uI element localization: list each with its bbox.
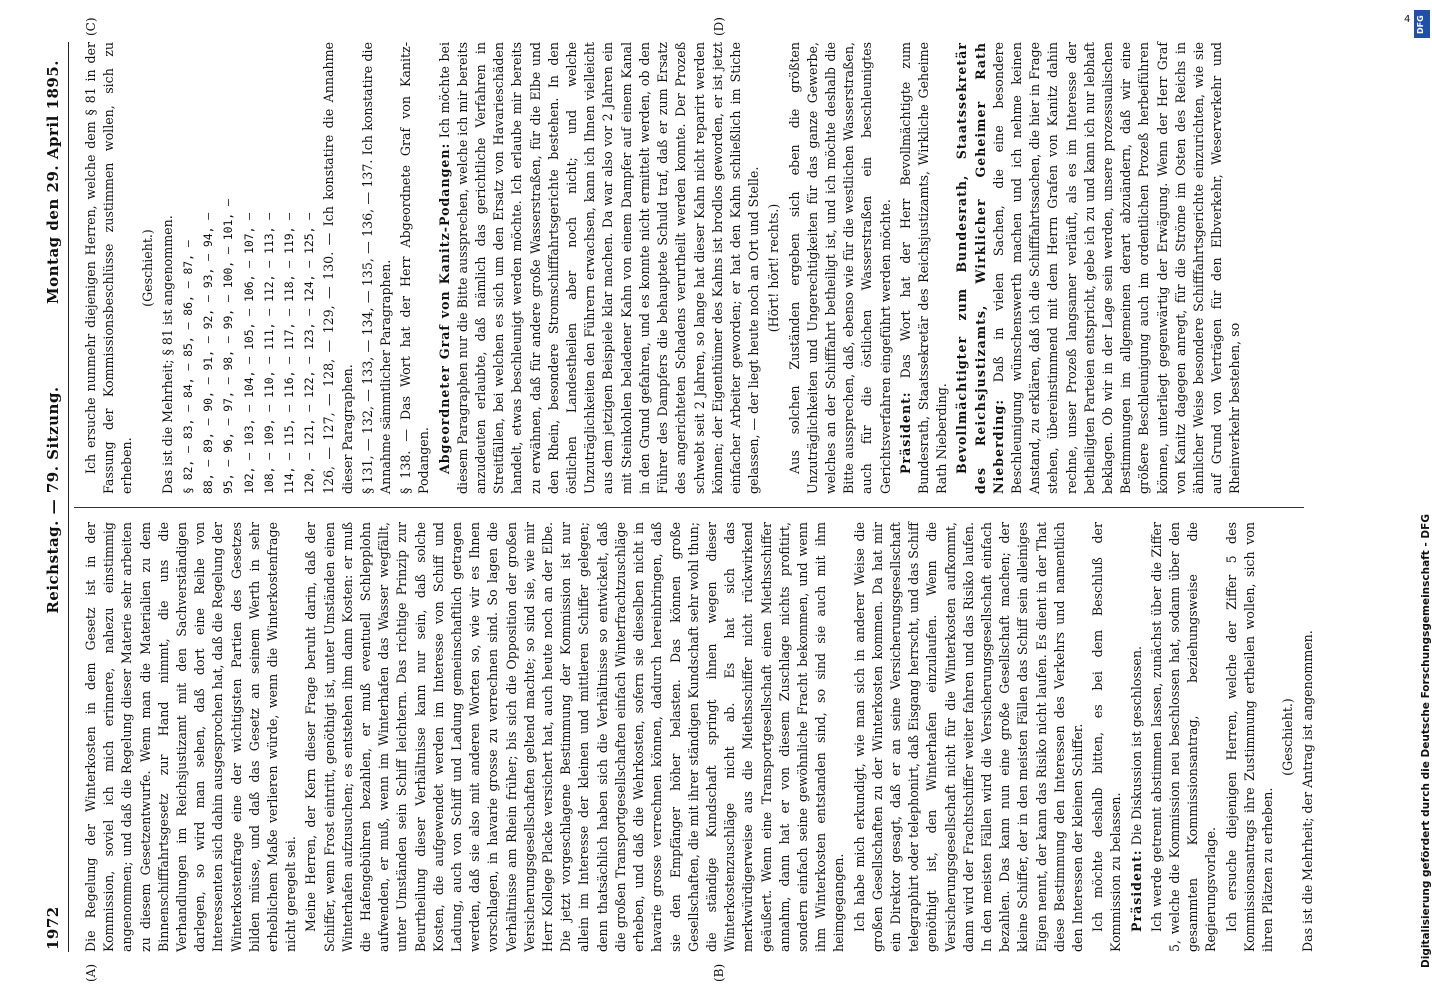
page-number: 1972 — [44, 906, 62, 950]
paragraph: Ich ersuche nunmehr diejenigen Herren, welche dem § 81 in der Fassung der Kommissionsbeschlüsse zustimmen wollen, sich zu erheben. — [83, 42, 135, 494]
speech-paragraph — [436, 42, 764, 494]
speech-text: Die Diskussion ist geschlossen. — [1128, 646, 1144, 846]
president-paragraph — [897, 42, 952, 494]
speaker-name: Präsident: — [1128, 849, 1144, 932]
speaker-name: Abgeordneter Graf von Kanitz-Podangen: — [436, 142, 452, 474]
running-head: Reichstag. — 79. Sitzung. — [44, 386, 62, 614]
speech-text: Daß in vielen Sachen, die eine besondere Beschleunigung wünschenswerth machen und ich nehme keinen Anstand, zu erklären, daß ich die Schifffahrtssachen, die hier in Frage stehen, übereinstimmend mit dem Herrn Grafen von Kanitz dahin rechne, unser Prozeß langsamer verläuft, als es im Interesse der betheiligten Parteien entspricht, gebe ich zu und kann ich nur lebhaft beklagen. Ob wir in der Lage sein werden, unsere prozessualischen Bestimmungen im allgemeinen derart abzuändern, daß wir eine größere Beschleunigung auch im ordentlichen Prozeß herbeiführen können, unterliegt gegenwärtig der Erwägung. Wenn der Herr Graf von Kanitz dagegen anregt, für die Ströme im Osten des Reichs in ähnlicher Weise besondere Schifffahrtsgerichte einzurichten, wie sie auf Grund von Verträgen für den Elbverkehr, Weserverkehr und Rheinverkehr bestehen, so — [990, 42, 1243, 494]
corner-number: 4 — [1404, 14, 1411, 25]
margin-marker-b: (B) — [712, 963, 726, 982]
speech-text: Das Wort hat der Herr Bevollmächtigte zum Bundesrath, Staatssekretär des Reichsjustizamts, Wirkliche Geheime Rath Nieberding. — [897, 42, 950, 494]
margin-marker-a: (A) — [84, 963, 98, 982]
action-note: (Geschieht.) — [139, 229, 155, 307]
paragraph-list-line: 88, — 89, — 90, — 91, — 92, — 93, — 94, — — [201, 212, 216, 494]
paragraph: Ich möchte deshalb bitten, es bei dem Beschluß der Kommission zu belassen. — [1090, 522, 1124, 952]
paragraph-list-line: 126, — 127, — 128, — 129, — 130. — Ich konstatire die Annahme dieser Paragraphen. — [321, 42, 355, 494]
header-rule — [68, 42, 69, 952]
paragraph: Die Regelung der Winterkosten in dem Gesetz ist in der Kommission, soviel ich mich erinnere, nahezu einstimmig angenommen; und daß die Regelung dieser Materie sehr arbeiten zu diesem Gesetzentwurfe. Wenn man die Materialien zu dem Binnenschifffahrtsgesetz zur Hand nimmt, die uns die Verhandlungen im Reichsjustizamt mit den Sachverständigen darlegen, so wird man sehen, daß dort eine Reihe von Interessenten sich dahin ausgesprochen hat, daß die Regelung der Winterkostenfrage eine der wichtigsten Partien des Gesetzes bilden müsse, und daß das Gesetz an seinem Werth in sehr erheblichem Maße verlieren würde, wenn die Winterkostenfrage nicht geregelt sei. — [83, 522, 299, 952]
margin-marker-d: (D) — [712, 17, 726, 36]
dfg-logo-icon: DFG — [1414, 10, 1430, 38]
paragraph: Das ist die Mehrheit; der Antrag ist angenommen. — [1300, 630, 1316, 952]
funding-note — [1406, 0, 1432, 1000]
left-column — [82, 522, 1320, 952]
paragraph: Aus solchen Zuständen ergeben sich eben die größten Unzuträglichkeiten und Ungerechtigkeiten für das ganze Gewerbe, welches an der Schifffahrt betheiligt ist, und ich möchte deshalb die Bitte aussprechen, daß, ebenso wie für die westlichen Wasserstraßen, auch für die östlichen Wasserstraßen ein beschleunigtes Gerichtsverfahren eingeführt werden möchte. — [786, 42, 893, 494]
margin-marker-c: (C) — [84, 17, 98, 36]
action-note: (Hört! hört! rechts.) — [766, 203, 782, 333]
paragraph: Meine Herren, der Kern dieser Frage beruht darin, daß der Schiffer, wenn Frost eintritt, genöthigt ist, unter Umständen einen Winterhafen aufzusuchen; es entstehen ihm dann Kosten: er muß die Hafengebühren bezahlen, er muß eventuell Schlepplohn aufwenden, er muß, wenn im Winterhafen das Wasser wegfällt, unter Umständen sein Schiff leichtern. Das richtige Prinzip zur Beurtheilung dieser Verhältnisse kann nur sein, daß solche Kosten, die aufgewendet werden im Interesse von Schiff und Ladung, auch von Schiff und Ladung gemeinschaftlich getragen werden, daß sie also mit anderen Worten so, wie wir es Ihnen vorschlagen, in havarie grosse zu verrechnen sind. So lagen die Verhältnisse am Rhein früher; bis sich die Opposition der großen Versicherungsgesellschaften geltend machte; so sind sie, wie mir Herr Kollege Placke versichert hat, auch heute noch an der Elbe. Die jetzt vorgeschlagene Bestimmung der Kommission ist nur allein im Interesse der kleinen und mittleren Schiffer gelegen; denn thatsächlich haben sich die Verhältnisse so entwickelt, daß die großen Transportgesellschaften einfach Winterfrachtzuschläge erheben, und daß die Wehrkosten, sofern sie dieselben nicht in havarie grosse verrechnen können, dadurch hereinbringen, daß sie den Empfänger höher belasten. Das können große Gesellschaften, die mit ihrer ständigen Kundschaft sehr wohl thun; die ständige Kundschaft springt ihnen wegen dieser Winterkostenzuschläge nicht ab. Es hat sich das merkwürdigerweise aus die Miethsschiffer nicht rückwirkend geäußert. Wenn eine Transportgesellschaft einen Miethsschiffer annahm, dann hat er von diesem Zuschlage nichts profitirt, sondern einfach seine gewöhnliche Fracht bekommen, und wenn ihm Winterkosten entstanden sind, so sind sie auch mit ihm heimgegangen. — [303, 522, 847, 952]
paragraph: Ich werde getrennt abstimmen lassen, zunächst über die Ziffer 5, welche die Kommission neu beschlossen hat, sodann über den gesammten Kommissionsantrag, beziehungsweise die Regierungsvorlage. — [1148, 522, 1219, 952]
paragraph-list-line: § 138. — Das Wort hat der Herr Abgeordnete Graf von Kanitz-Podangen. — [398, 42, 432, 494]
paragraph: Das ist die Mehrheit; § 81 ist angenommen. — [159, 215, 175, 494]
paragraph-list-line: § 82, — 83, — 84, — 85, — 86, — 87, — — [181, 240, 196, 494]
funding-text: Digitalisierung gefördert durch die Deutsche Forschungsgemeinschaft - DFG — [1420, 514, 1432, 968]
action-note: (Geschieht.) — [1280, 698, 1296, 776]
right-column — [82, 42, 1247, 494]
paragraph: Ich ersuche diejenigen Herren, welche der Ziffer 5 des Kommissionsantrags ihre Zustimmung ertheilen wollen, sich von ihren Plätzen zu erheben. — [1223, 522, 1275, 952]
speaker-name: Präsident: — [897, 391, 913, 474]
paragraph-list-line: 108, — 109, — 110, — 111, — 112, — 113, — — [261, 212, 276, 494]
speaker-name: Bevollmächtigter zum Bundesrath, Staatssekretär des Reichsjustizamts, Wirklicher Geheimer Rath Nieberding: — [954, 42, 1006, 494]
paragraph-list-line: 120, — 121, — 122, — 123, — 124, — 125, — — [302, 212, 317, 494]
paragraph-list-line: 102, — 103, — 104, — 105, — 106, — 107, — — [241, 212, 256, 494]
paragraph-list-line: 95, — 96, — 97, — 98, — 99, — 100, — 101, — — [221, 199, 236, 494]
paragraph-list-line: § 131, — 132, — 133, — 134, — 135, — 136, — 137. Ich konstatire die Annahme sämmtlicher Paragraphen. — [359, 42, 394, 494]
column-divider — [74, 507, 1304, 508]
paragraph: Ich habe mich erkundigt, wie man sich in anderer Weise die großen Gesellschaften zu der Winterkosten kommen. Da hat mir ein Direktor gesagt, daß er an seine Versicherungsgesellschaft telegraphirt oder telephonirt, daß Eisgang herrscht, und das Schiff genöthigt ist, den Winterhafen einzulaufen. Wenn die Versicherungsgesellschaft nicht für die Winterkosten aufkommt, dann wird der Frachtschiffer weiter fahren und das Risiko laufen. In den meisten Fällen wird die Versicherungsgesellschaft einfach bezahlen. Das kann nun eine große Gesellschaft machen; der kleine Schiffer, der in den meisten Fällen das Schiff sein alleiniges Eigen nennt, der kann das Risiko nicht laufen. Es dient in der That diese Bestimmung den Interessen des Verkehrs und namentlich den Interessen der kleinen Schiffer. — [851, 522, 1085, 952]
speech-text: Ich möchte bei diesem Paragraphen nur die Bitte aussprechen, welche ich mir bereits anzudeuten erlaubte, daß nämlich das gerichtliche Verfahren in Streitfällen, bei welchen es sich um den Ersatz von Havarieschäden handelt, etwas beschleunigt werden möchte. Ich erlaube mir bereits zu erwähnen, daß für andere große Wasserstraßen, für die Elbe und den Rhein, besondere Stromschifffahrtsgerichte bestehen. In den östlichen Landestheilen aber noch nicht; und welche Unzuträglichkeiten den Führern erwachsen, kann ich Ihnen vielleicht aus dem jetzigen Beispiele klar machen. Da war also vor 2 Jahren ein mit Steinkohlen beladener Kahn von einem Dampfer auf einem Kanal in den Grund gefahren, und es konnte nicht ermittelt werden, ob den Führer des Dampfers die behauptete Schuld traf, daß er zum Ersatz des angerichteten Schadens verurtheilt werden konnte. Der Prozeß schwebt seit 2 Jahren, so lange hat dieser Kahn nicht reparirt werden können; der Eigenthümer des Kahns ist brodlos geworden, er ist jetzt einfacher Arbeiter geworden; er hat den Kahn schließlich im Stiche gelassen, — der liegt heute noch an Ort und Stelle. — [436, 42, 762, 494]
president-paragraph — [1128, 522, 1146, 952]
paragraph-list-line: 114, — 115, — 116, — 117, — 118, — 119, — — [282, 212, 297, 494]
session-date: Montag den 29. April 1895. — [44, 60, 62, 304]
speech-paragraph — [953, 42, 1244, 494]
